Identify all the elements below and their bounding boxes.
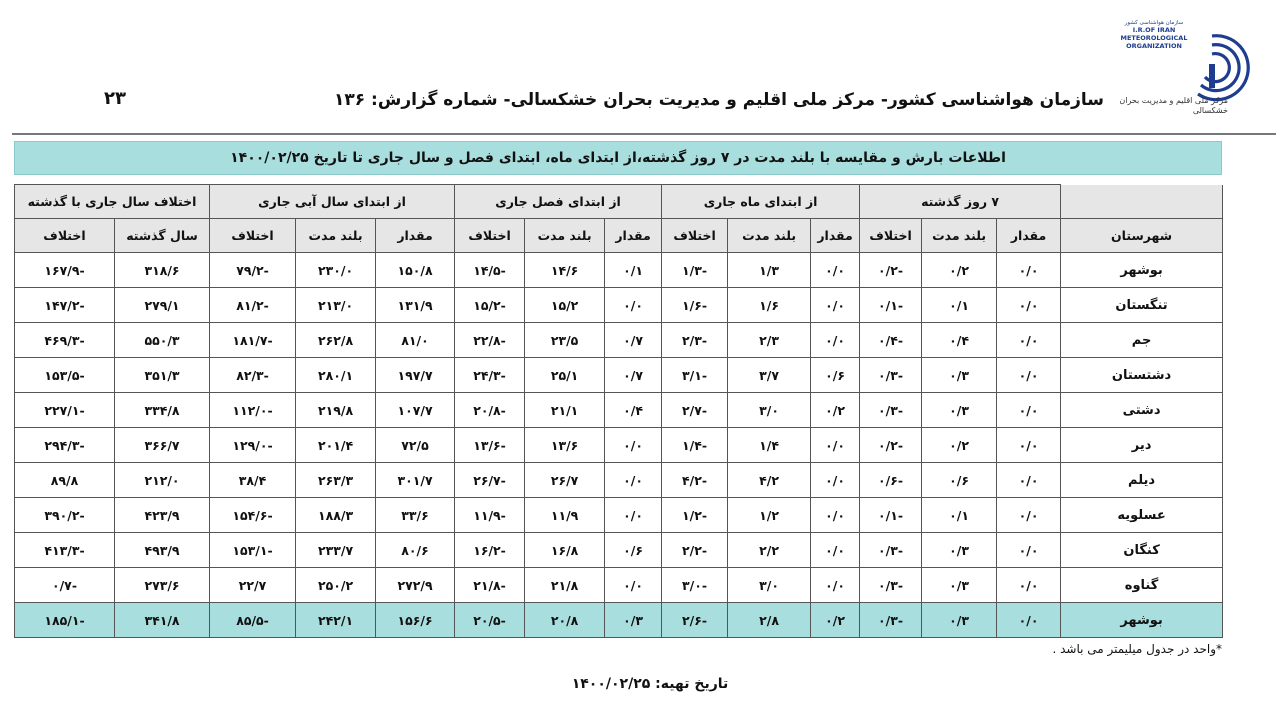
value-cell: ۲۴۲/۱ [296, 603, 376, 638]
header-diff: اختلاف [15, 219, 115, 253]
value-cell: -۱/۴ [662, 428, 728, 463]
header-longterm: بلند مدت [922, 219, 997, 253]
value-cell: ۵۵۰/۳ [115, 323, 210, 358]
preparation-date: تاریخ تهیه: ۱۴۰۰/۰۲/۲۵ [571, 676, 729, 692]
value-cell: -۱۴/۵ [455, 253, 525, 288]
value-cell: ۰/۷ [605, 358, 662, 393]
value-cell: ۰/۰ [997, 428, 1061, 463]
value-cell: -۰/۳ [860, 393, 922, 428]
value-cell: ۲/۲ [728, 533, 811, 568]
city-cell: گناوه [1061, 568, 1223, 603]
value-cell: ۲۷۳/۶ [115, 568, 210, 603]
header-city: شهرستان [1061, 219, 1223, 253]
value-cell: ۰/۰ [605, 463, 662, 498]
table-total-row [15, 603, 1223, 638]
value-cell: ۲۵۰/۲ [296, 568, 376, 603]
value-cell: -۰/۱ [860, 498, 922, 533]
value-cell: ۰/۰ [997, 533, 1061, 568]
value-cell: ۲۷۲/۹ [376, 568, 455, 603]
value-cell: ۳/۰ [728, 568, 811, 603]
value-cell: ۰/۳ [922, 393, 997, 428]
value-cell: ۱۵۰/۸ [376, 253, 455, 288]
value-cell: -۲۲/۸ [455, 323, 525, 358]
value-cell: ۰/۰ [997, 253, 1061, 288]
value-cell: ۱۰۷/۷ [376, 393, 455, 428]
value-cell: -۷۹/۲ [210, 253, 296, 288]
value-cell: -۸۱/۲ [210, 288, 296, 323]
value-cell: ۰/۱ [605, 253, 662, 288]
value-cell: ۰/۳ [922, 358, 997, 393]
group-water-year: از ابتدای سال آبی جاری [210, 185, 455, 219]
value-cell: ۲۱/۸ [525, 568, 605, 603]
header-diff: اختلاف [662, 219, 728, 253]
value-cell: ۰/۰ [997, 323, 1061, 358]
value-cell: -۲۲۷/۱ [15, 393, 115, 428]
value-cell: ۲۱۳/۰ [296, 288, 376, 323]
value-cell: -۱۵۳/۵ [15, 358, 115, 393]
logo-line1: سازمان هواشناسی کشور [1124, 20, 1184, 26]
value-cell: ۸۰/۶ [376, 533, 455, 568]
group-season: از ابتدای فصل جاری [455, 185, 662, 219]
footnote: *واحد در جدول میلیمتر می باشد . [1052, 642, 1222, 656]
value-cell: ۰/۰ [811, 288, 860, 323]
value-cell: -۱/۳ [662, 253, 728, 288]
value-cell: ۲۳۳/۷ [296, 533, 376, 568]
value-cell: -۰/۱ [860, 288, 922, 323]
value-cell: ۰/۰ [997, 463, 1061, 498]
value-cell: ۲۶/۷ [525, 463, 605, 498]
header-amount: مقدار [605, 219, 662, 253]
value-cell: ۳۳/۶ [376, 498, 455, 533]
group-month: از ابتدای ماه جاری [662, 185, 860, 219]
value-cell: ۴/۲ [728, 463, 811, 498]
value-cell: ۱۴/۶ [525, 253, 605, 288]
value-cell: ۰/۰ [997, 393, 1061, 428]
header-longterm: بلند مدت [296, 219, 376, 253]
value-cell: ۳۴۱/۸ [115, 603, 210, 638]
header-amount: مقدار [376, 219, 455, 253]
table-row [15, 428, 1223, 463]
header-last-year: سال گذشته [115, 219, 210, 253]
value-cell: -۲۹۴/۳ [15, 428, 115, 463]
value-cell: -۰/۳ [860, 533, 922, 568]
value-cell: ۰/۰ [811, 463, 860, 498]
value-cell: ۲/۳ [728, 323, 811, 358]
logo-line2: I.R.OF IRAN [1132, 26, 1176, 34]
value-cell: ۲۳۰/۰ [296, 253, 376, 288]
value-cell: -۲/۷ [662, 393, 728, 428]
value-cell: -۰/۲ [860, 253, 922, 288]
city-cell: دشتی [1061, 393, 1223, 428]
value-cell: ۰/۰ [997, 603, 1061, 638]
value-cell: ۱۱/۹ [525, 498, 605, 533]
table-row [15, 323, 1223, 358]
city-cell: تنگستان [1061, 288, 1223, 323]
value-cell: ۳۸/۴ [210, 463, 296, 498]
value-cell: -۰/۲ [860, 428, 922, 463]
value-cell: ۰/۲ [811, 393, 860, 428]
value-cell: ۲۲/۷ [210, 568, 296, 603]
table-row [15, 463, 1223, 498]
value-cell: ۳۰۱/۷ [376, 463, 455, 498]
value-cell: -۱۴۷/۲ [15, 288, 115, 323]
value-cell: ۰/۲ [922, 253, 997, 288]
value-cell: ۱/۶ [728, 288, 811, 323]
header-longterm: بلند مدت [728, 219, 811, 253]
value-cell: -۱۱/۹ [455, 498, 525, 533]
value-cell: ۱۸۸/۳ [296, 498, 376, 533]
value-cell: -۴۱۳/۳ [15, 533, 115, 568]
value-cell: -۳۹۰/۲ [15, 498, 115, 533]
value-cell: -۰/۶ [860, 463, 922, 498]
value-cell: -۳/۰ [662, 568, 728, 603]
group-last7: ۷ روز گذشته [860, 185, 1061, 219]
value-cell: ۲۱۲/۰ [115, 463, 210, 498]
value-cell: -۱/۲ [662, 498, 728, 533]
value-cell: ۷۲/۵ [376, 428, 455, 463]
value-cell: ۱۳/۶ [525, 428, 605, 463]
value-cell: ۱۳۱/۹ [376, 288, 455, 323]
value-cell: ۱۹۷/۷ [376, 358, 455, 393]
table-row [15, 358, 1223, 393]
value-cell: -۲/۳ [662, 323, 728, 358]
value-cell: -۲۰/۸ [455, 393, 525, 428]
value-cell: ۲۶۳/۳ [296, 463, 376, 498]
header-diff: اختلاف [210, 219, 296, 253]
value-cell: -۲۴/۳ [455, 358, 525, 393]
value-cell: ۰/۰ [811, 428, 860, 463]
value-cell: ۱۶/۸ [525, 533, 605, 568]
value-cell: ۲۵/۱ [525, 358, 605, 393]
value-cell: -۸۲/۳ [210, 358, 296, 393]
value-cell: -۱۸۵/۱ [15, 603, 115, 638]
value-cell: ۳۵۱/۳ [115, 358, 210, 393]
city-cell: کنگان [1061, 533, 1223, 568]
header-diff: اختلاف [455, 219, 525, 253]
value-cell: ۰/۰ [811, 323, 860, 358]
value-cell: ۰/۰ [997, 358, 1061, 393]
value-cell: ۳۱۸/۶ [115, 253, 210, 288]
value-cell: -۱۵/۲ [455, 288, 525, 323]
table-row [15, 568, 1223, 603]
city-cell: بوشهر [1061, 253, 1223, 288]
value-cell: ۰/۰ [811, 533, 860, 568]
value-cell: ۰/۰ [605, 498, 662, 533]
report-header: سازمان هواشناسی کشور- مرکز ملی اقلیم و مدیریت بحران خشکسالی- شماره گزارش: ۱۳۶ [334, 90, 1104, 110]
table-row [15, 393, 1223, 428]
table-row [15, 288, 1223, 323]
value-cell: ۰/۳ [922, 568, 997, 603]
value-cell: ۰/۶ [922, 463, 997, 498]
value-cell: ۸۱/۰ [376, 323, 455, 358]
city-cell: عسلویه [1061, 498, 1223, 533]
value-cell: -۳/۱ [662, 358, 728, 393]
table-row [15, 533, 1223, 568]
value-cell: ۲۶۲/۸ [296, 323, 376, 358]
value-cell: ۲۰۱/۴ [296, 428, 376, 463]
value-cell: ۰/۴ [605, 393, 662, 428]
value-cell: -۲۶/۷ [455, 463, 525, 498]
value-cell: ۱/۳ [728, 253, 811, 288]
city-cell: بوشهر [1061, 603, 1223, 638]
value-cell: -۱۶۷/۹ [15, 253, 115, 288]
value-cell: ۲۱۹/۸ [296, 393, 376, 428]
value-cell: ۰/۰ [811, 568, 860, 603]
value-cell: ۰/۳ [922, 533, 997, 568]
value-cell: -۱۲۹/۰ [210, 428, 296, 463]
value-cell: -۴/۲ [662, 463, 728, 498]
value-cell: ۰/۰ [997, 288, 1061, 323]
value-cell: -۱۸۱/۷ [210, 323, 296, 358]
value-cell: -۱/۶ [662, 288, 728, 323]
value-cell: -۲/۶ [662, 603, 728, 638]
value-cell: ۰/۴ [922, 323, 997, 358]
value-cell: ۱/۲ [728, 498, 811, 533]
value-cell: -۰/۳ [860, 358, 922, 393]
header-diff: اختلاف [860, 219, 922, 253]
value-cell: ۰/۷ [605, 323, 662, 358]
value-cell: -۱۳/۶ [455, 428, 525, 463]
value-cell: ۳/۰ [728, 393, 811, 428]
value-cell: ۰/۰ [997, 498, 1061, 533]
value-cell: ۴۲۳/۹ [115, 498, 210, 533]
value-cell: ۰/۱ [922, 498, 997, 533]
group-prev-diff: اختلاف سال جاری با گذشته [15, 185, 210, 219]
city-cell: دیلم [1061, 463, 1223, 498]
value-cell: -۱۱۲/۰ [210, 393, 296, 428]
value-cell: ۲۰/۸ [525, 603, 605, 638]
value-cell: ۰/۶ [605, 533, 662, 568]
value-cell: ۲۳/۵ [525, 323, 605, 358]
value-cell: ۰/۳ [605, 603, 662, 638]
value-cell: -۲۰/۵ [455, 603, 525, 638]
header-rule [12, 133, 1276, 135]
logo-line3: METEOROLOGICAL [1120, 34, 1188, 42]
city-cell: دیر [1061, 428, 1223, 463]
value-cell: ۲/۸ [728, 603, 811, 638]
value-cell: ۲۸۰/۱ [296, 358, 376, 393]
table-title: اطلاعات بارش و مقایسه با بلند مدت در ۷ روز گذشته،از ابتدای ماه، ابتدای فصل و سال جاری تا تاریخ ۱۴۰۰/۰۲/۲۵ [14, 141, 1222, 175]
value-cell: -۱۵۴/۶ [210, 498, 296, 533]
value-cell: ۳۳۴/۸ [115, 393, 210, 428]
value-cell: -۱۶/۲ [455, 533, 525, 568]
header-amount: مقدار [811, 219, 860, 253]
value-cell: ۰/۰ [605, 568, 662, 603]
value-cell: ۰/۲ [811, 603, 860, 638]
value-cell: ۰/۶ [811, 358, 860, 393]
value-cell: ۲۱/۱ [525, 393, 605, 428]
value-cell: ۰/۳ [922, 603, 997, 638]
value-cell: -۰/۷ [15, 568, 115, 603]
logo-caption: مرکز ملی اقلیم و مدیریت بحران خشکسالی [1119, 96, 1228, 115]
value-cell: -۱۵۳/۱ [210, 533, 296, 568]
city-cell: جم [1061, 323, 1223, 358]
value-cell: -۰/۳ [860, 568, 922, 603]
value-cell: ۳۶۶/۷ [115, 428, 210, 463]
value-cell: ۰/۰ [811, 498, 860, 533]
value-cell: ۱/۴ [728, 428, 811, 463]
value-cell: -۲/۲ [662, 533, 728, 568]
value-cell: ۴۹۳/۹ [115, 533, 210, 568]
table-row [15, 253, 1223, 288]
value-cell: ۳/۷ [728, 358, 811, 393]
city-cell: دشتستان [1061, 358, 1223, 393]
header-longterm: بلند مدت [525, 219, 605, 253]
value-cell: -۴۶۹/۳ [15, 323, 115, 358]
value-cell: ۸۹/۸ [15, 463, 115, 498]
corner-cell [1061, 185, 1223, 219]
value-cell: -۰/۳ [860, 603, 922, 638]
value-cell: ۰/۰ [605, 428, 662, 463]
value-cell: ۰/۱ [922, 288, 997, 323]
table-row [15, 498, 1223, 533]
value-cell: ۰/۲ [922, 428, 997, 463]
value-cell: -۰/۴ [860, 323, 922, 358]
value-cell: ۰/۰ [997, 568, 1061, 603]
page-number: ۲۳ [104, 88, 126, 109]
header-amount: مقدار [997, 219, 1061, 253]
value-cell: ۱۵/۲ [525, 288, 605, 323]
logo-line4: ORGANIZATION [1126, 42, 1182, 50]
value-cell: ۰/۰ [605, 288, 662, 323]
value-cell: ۰/۰ [811, 253, 860, 288]
value-cell: ۲۷۹/۱ [115, 288, 210, 323]
precipitation-table [14, 184, 1223, 638]
value-cell: ۱۵۶/۶ [376, 603, 455, 638]
value-cell: -۲۱/۸ [455, 568, 525, 603]
value-cell: -۸۵/۵ [210, 603, 296, 638]
